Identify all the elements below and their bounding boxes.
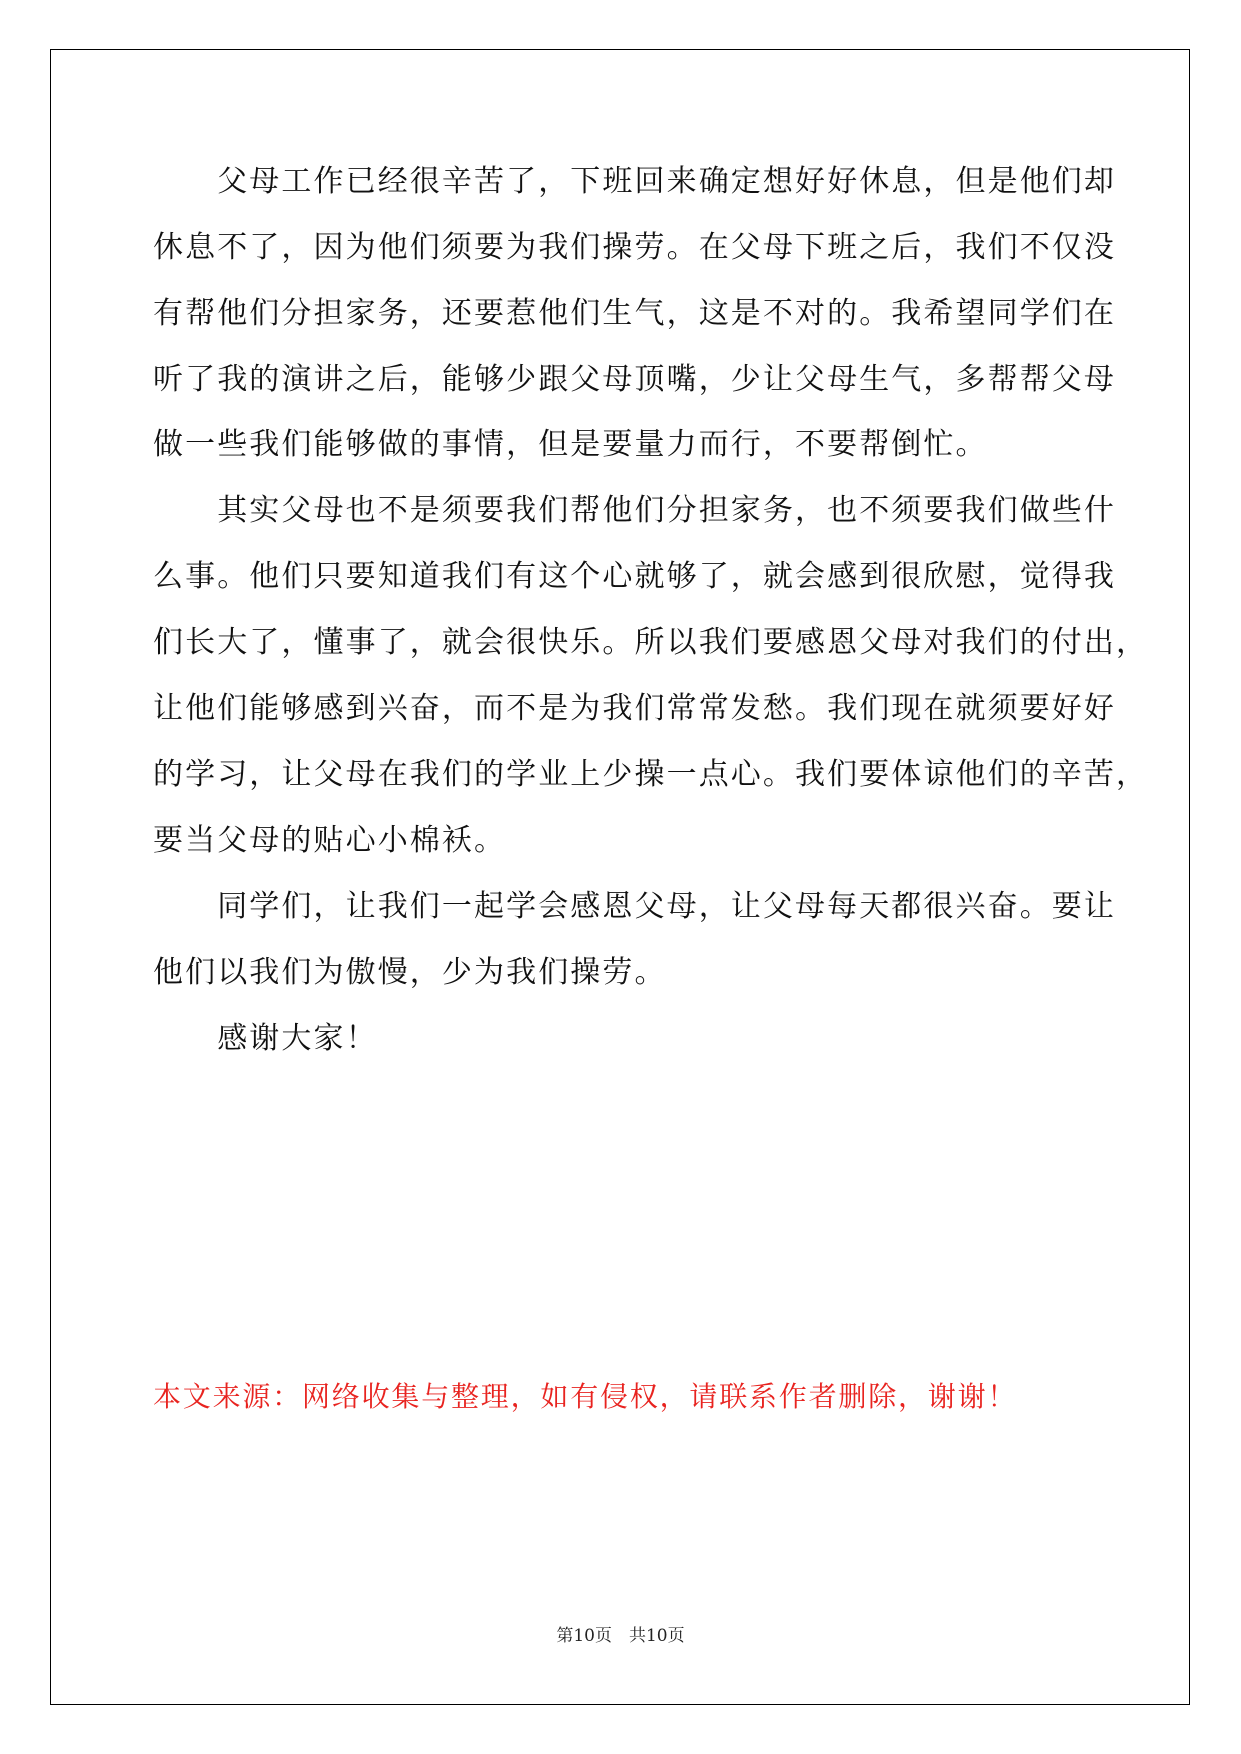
paragraph-line: 其实父母也不是须要我们帮他们分担家务，也不须要我们做些什 (153, 493, 1116, 528)
paragraph-line: 听了我的演讲之后，能够少跟父母顶嘴，少让父母生气，多帮帮父母 (153, 362, 1116, 397)
paragraph-line: 让他们能够感到兴奋，而不是为我们常常发愁。我们现在就须要好好 (153, 691, 1116, 726)
page-number-footer: 第10页 共10页 (556, 1626, 685, 1646)
paragraph-line: 父母工作已经很辛苦了，下班回来确定想好好休息，但是他们却 (153, 164, 1116, 199)
paragraph-line: 有帮他们分担家务，还要惹他们生气，这是不对的。我希望同学们在 (153, 296, 1116, 331)
paragraph-line: 的学习，让父母在我们的学业上少操一点心。我们要体谅他们的辛苦， (153, 757, 1149, 792)
source-note: 本文来源：网络收集与整理，如有侵权，请联系作者删除，谢谢！ (153, 1380, 1018, 1413)
paragraph-line: 要当父母的贴心小棉袄。 (153, 823, 507, 858)
paragraph-line: 们长大了，懂事了，就会很快乐。所以我们要感恩父母对我们的付出， (153, 625, 1149, 660)
paragraph-line: 同学们，让我们一起学会感恩父母，让父母每天都很兴奋。要让 (153, 889, 1116, 924)
paragraph-line: 么事。他们只要知道我们有这个心就够了，就会感到很欣慰，觉得我 (153, 559, 1116, 594)
paragraph-line: 做一些我们能够做的事情，但是要量力而行，不要帮倒忙。 (153, 427, 988, 462)
paragraph-line: 休息不了，因为他们须要为我们操劳。在父母下班之后，我们不仅没 (153, 230, 1116, 265)
paragraph-line: 他们以我们为傲慢，少为我们操劳。 (153, 955, 667, 990)
paragraph-line: 感谢大家！ (153, 1021, 378, 1056)
